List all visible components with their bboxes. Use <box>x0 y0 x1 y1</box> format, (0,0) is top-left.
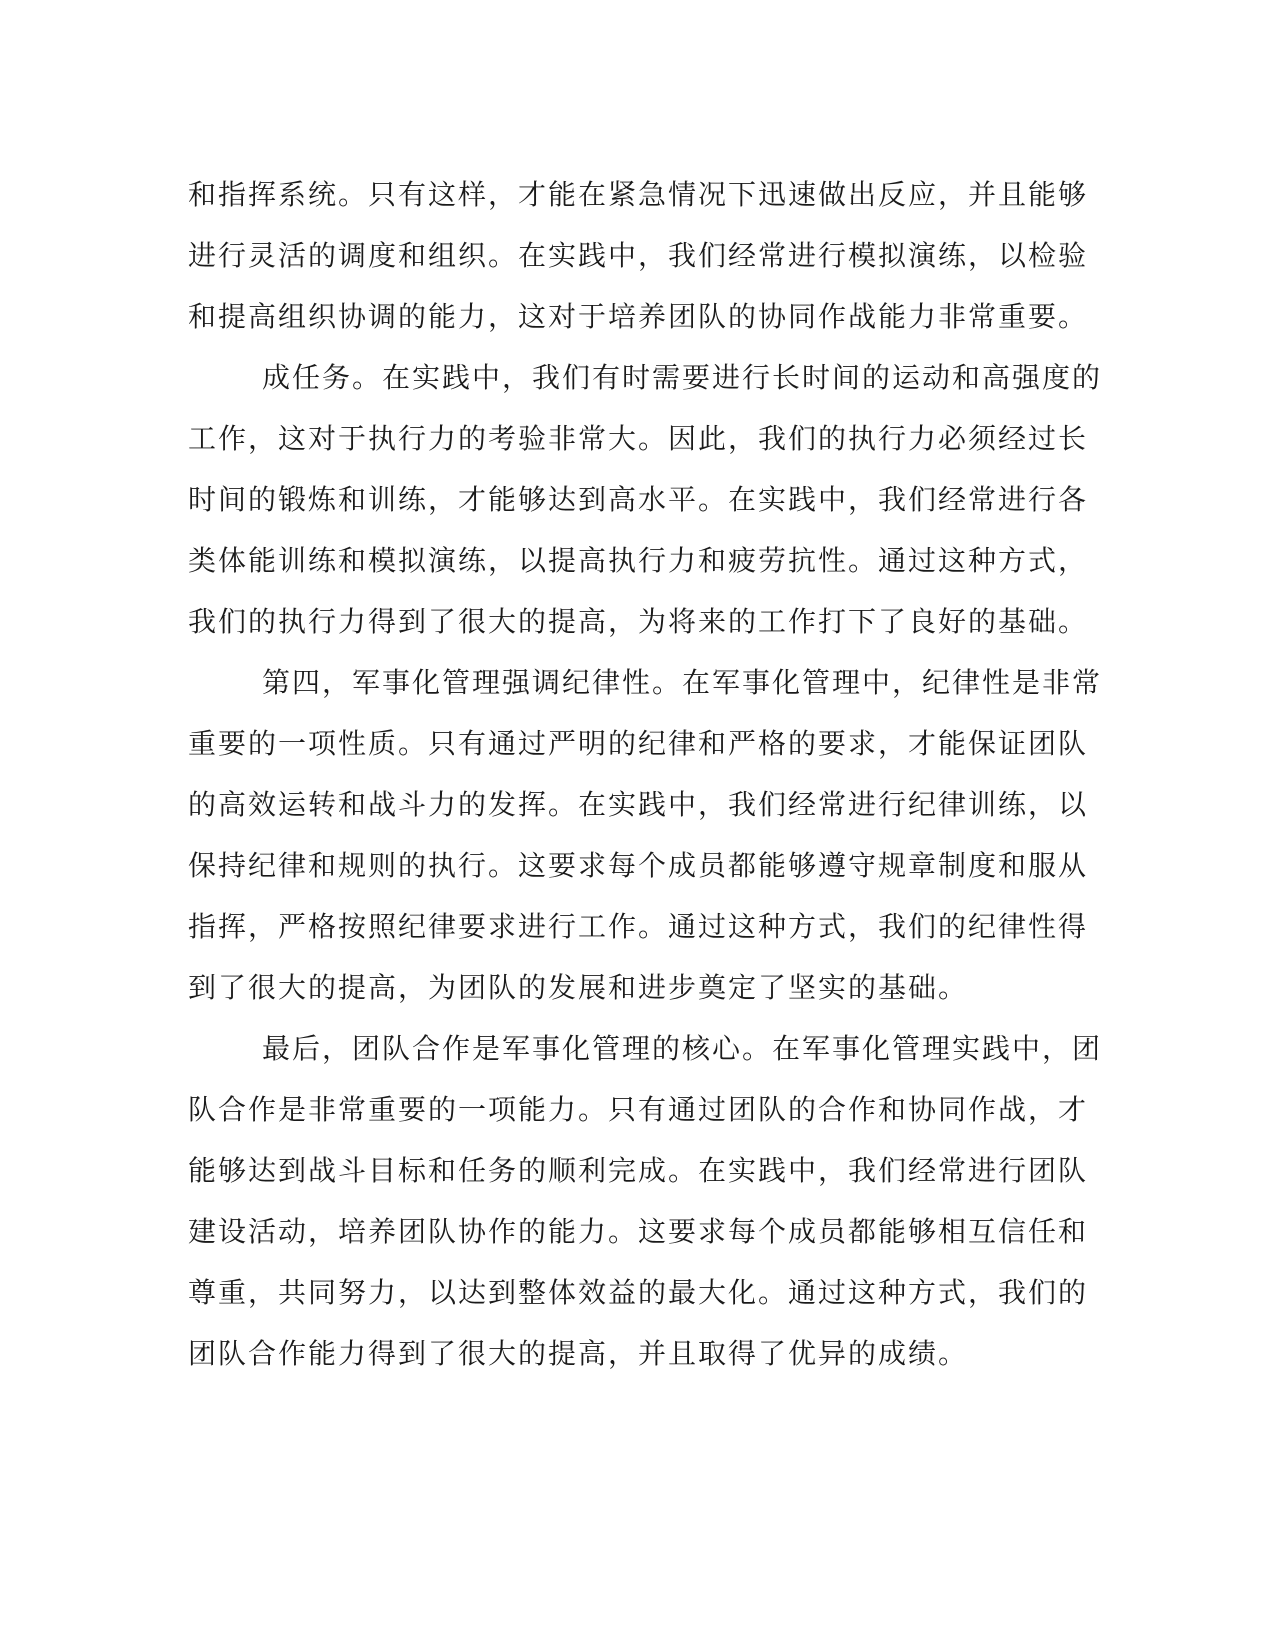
document-body <box>188 164 1103 1384</box>
text-line: 时间的锻炼和训练，才能够达到高水平。在实践中，我们经常进行各 <box>188 483 1089 516</box>
text-line: 的高效运转和战斗力的发挥。在实践中，我们经常进行纪律训练，以 <box>188 788 1089 821</box>
text-line: 到了很大的提高，为团队的发展和进步奠定了坚实的基础。 <box>188 971 969 1004</box>
text-line: 进行灵活的调度和组织。在实践中，我们经常进行模拟演练，以检验 <box>188 239 1089 272</box>
paragraph-2 <box>188 347 1103 652</box>
text-line: 团队合作能力得到了很大的提高，并且取得了优异的成绩。 <box>188 1337 969 1370</box>
text-line: 能够达到战斗目标和任务的顺利完成。在实践中，我们经常进行团队 <box>188 1154 1089 1187</box>
text-line: 保持纪律和规则的执行。这要求每个成员都能够遵守规章制度和服从 <box>188 849 1089 882</box>
text-line: 最后，团队合作是军事化管理的核心。在军事化管理实践中，团 <box>262 1032 1103 1065</box>
paragraph-1 <box>188 164 1089 347</box>
text-line: 队合作是非常重要的一项能力。只有通过团队的合作和协同作战，才 <box>188 1093 1089 1126</box>
paragraph-4 <box>188 1018 1103 1384</box>
text-line: 我们的执行力得到了很大的提高，为将来的工作打下了良好的基础。 <box>188 605 1089 638</box>
text-line: 尊重，共同努力，以达到整体效益的最大化。通过这种方式，我们的 <box>188 1276 1089 1309</box>
text-line: 成任务。在实践中，我们有时需要进行长时间的运动和高强度的 <box>262 361 1103 394</box>
paragraph-3 <box>188 652 1103 1018</box>
text-line: 建设活动，培养团队协作的能力。这要求每个成员都能够相互信任和 <box>188 1215 1089 1248</box>
text-line: 第四，军事化管理强调纪律性。在军事化管理中，纪律性是非常 <box>262 666 1103 699</box>
text-line: 类体能训练和模拟演练，以提高执行力和疲劳抗性。通过这种方式， <box>188 544 1089 577</box>
text-line: 重要的一项性质。只有通过严明的纪律和严格的要求，才能保证团队 <box>188 727 1089 760</box>
text-line: 和提高组织协调的能力，这对于培养团队的协同作战能力非常重要。 <box>188 300 1089 333</box>
text-line: 工作，这对于执行力的考验非常大。因此，我们的执行力必须经过长 <box>188 422 1089 455</box>
text-line: 和指挥系统。只有这样，才能在紧急情况下迅速做出反应，并且能够 <box>188 178 1089 211</box>
text-line: 指挥，严格按照纪律要求进行工作。通过这种方式，我们的纪律性得 <box>188 910 1089 943</box>
